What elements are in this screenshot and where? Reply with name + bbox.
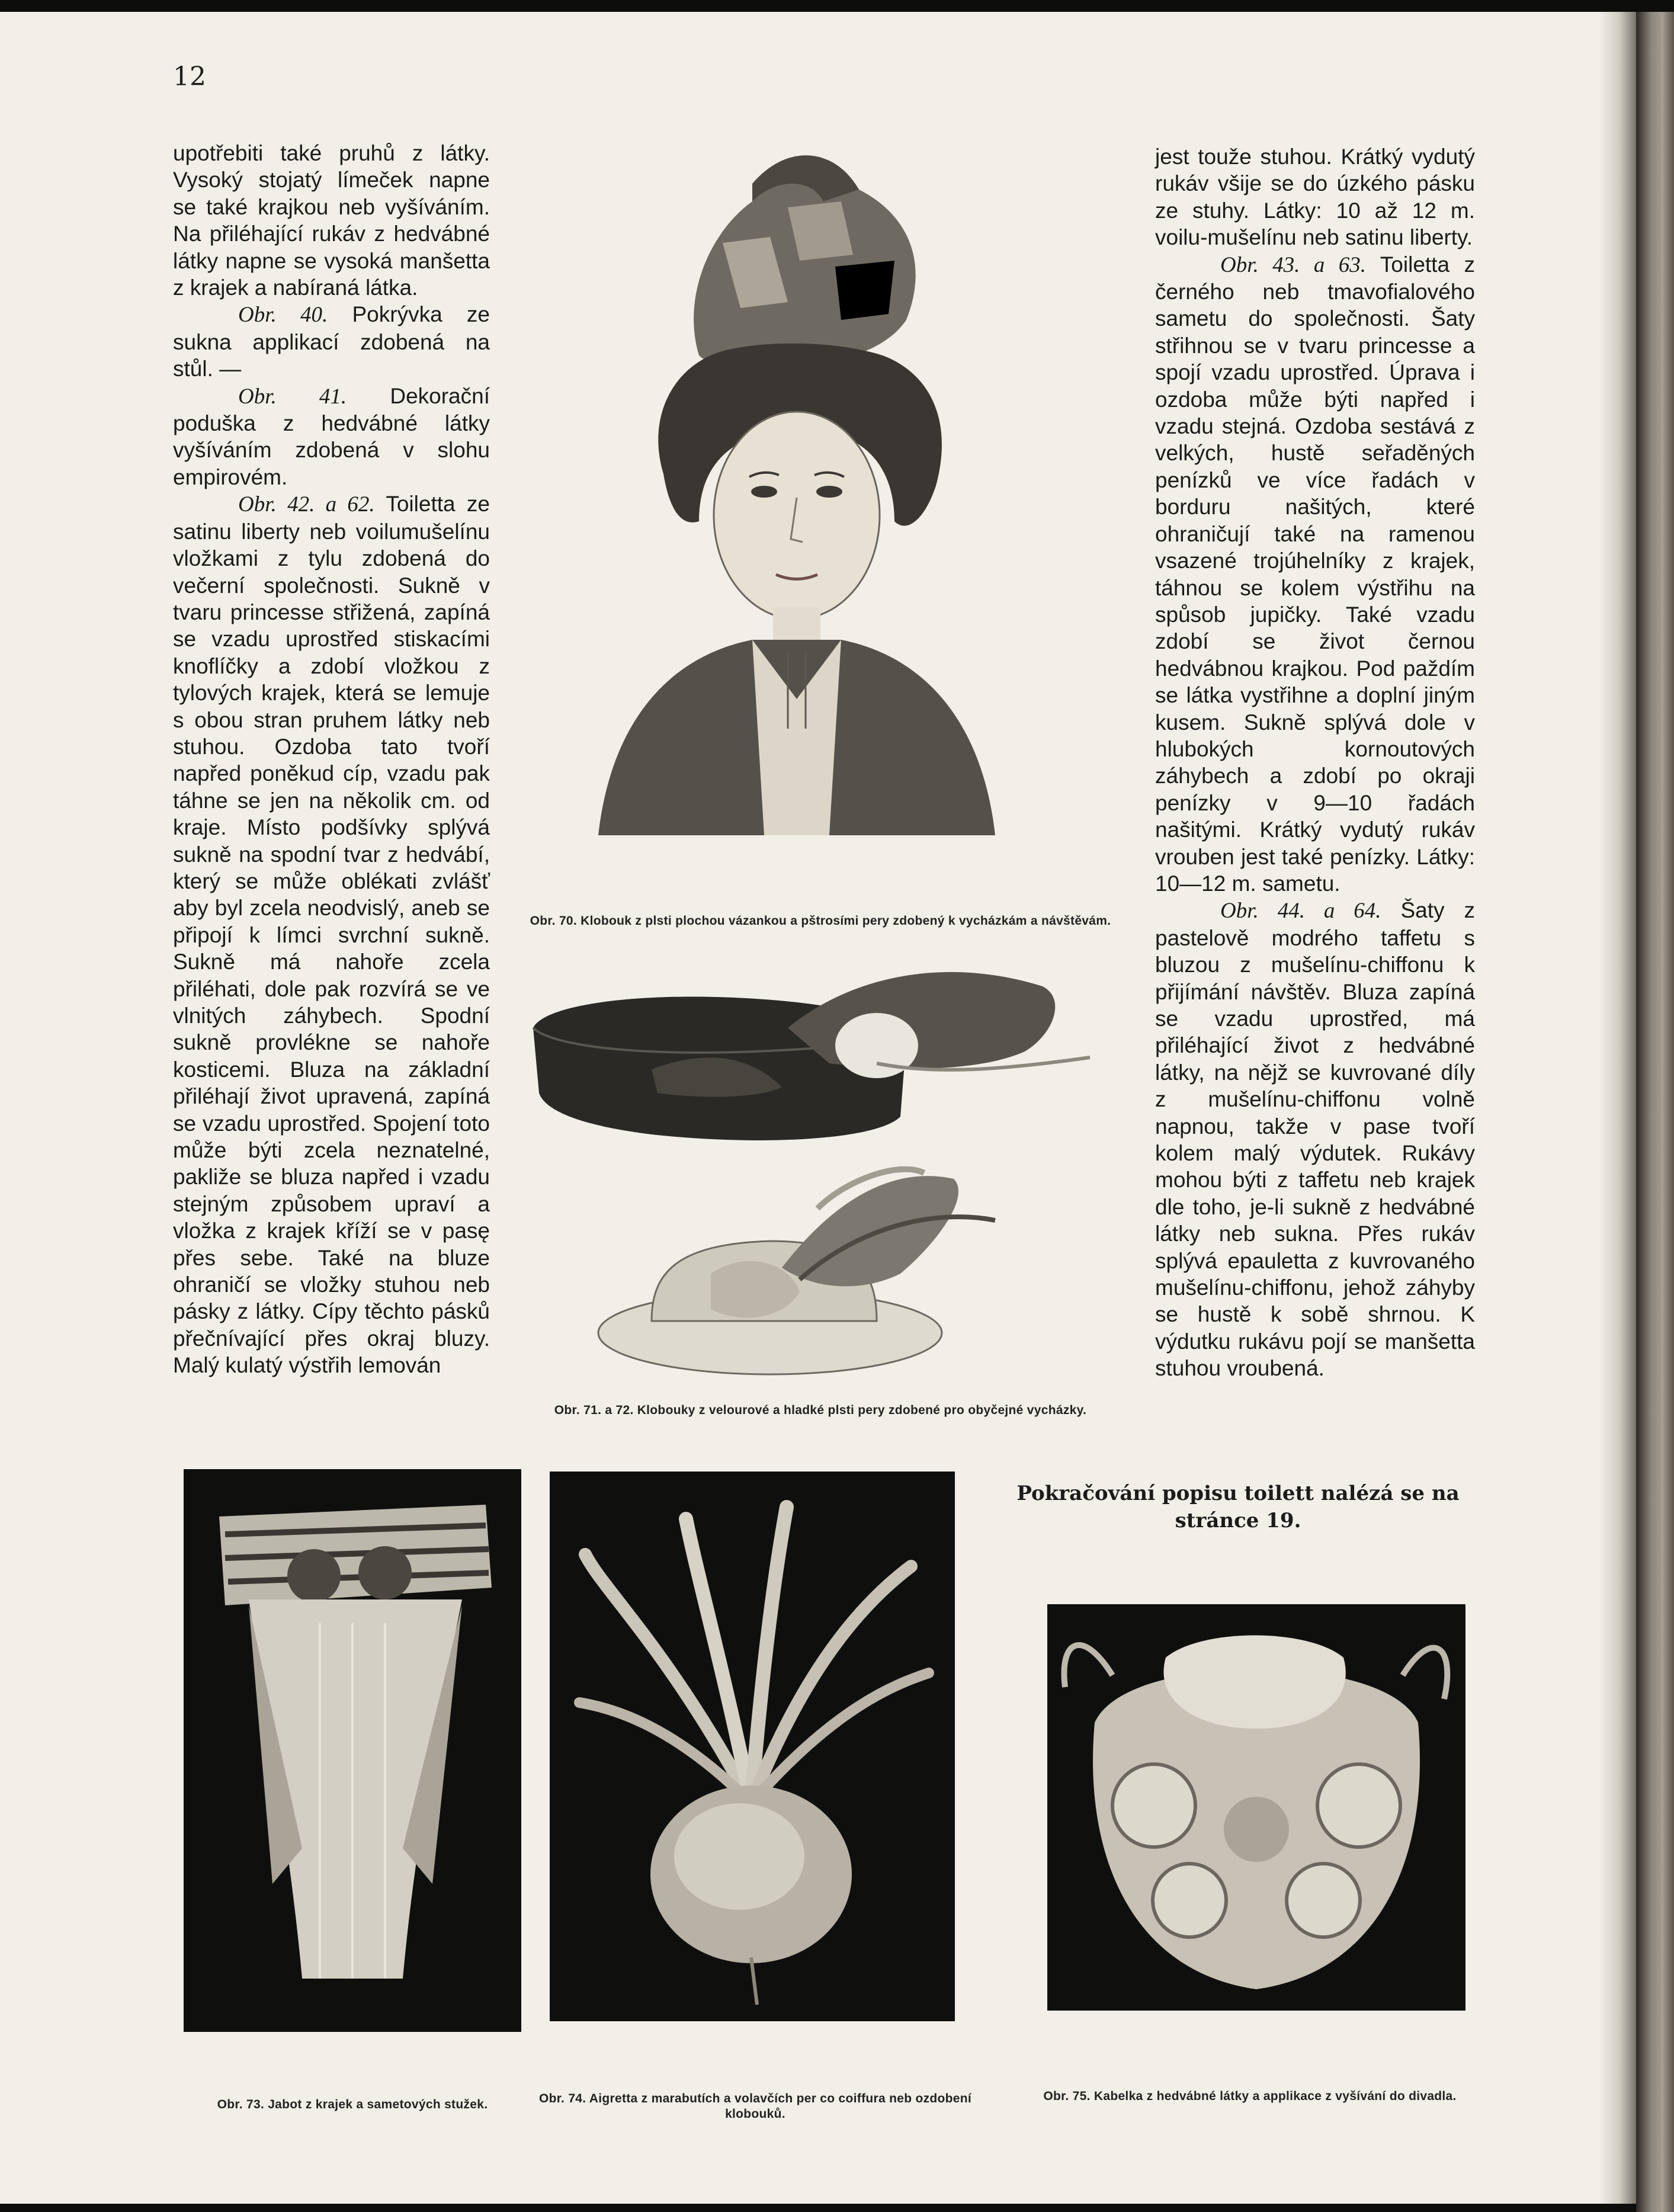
fig70-caption: Obr. 70. Klobouk z plsti plochou vázankou a pštrosími pery zdobený k vycházkám a návštěvám. <box>530 914 1111 928</box>
right-text-column <box>1155 143 1475 1382</box>
paragraph <box>1155 143 1475 251</box>
paragraph-text: Dekorační poduška z hedvábné látky vyšíváním zdobená v slohu empirovém. <box>173 383 490 489</box>
paragraph-text: jest touže stuhou. Krátký vydutý rukáv všije se do úzkého pásku ze stuhy. Látky: 10 až 12 m. voilu-mušelínu neb satinu liberty. <box>1155 145 1475 250</box>
figure-ref: Obr. 40. <box>238 303 328 328</box>
paragraph <box>173 383 490 491</box>
paragraph <box>1155 251 1475 897</box>
paragraph-text: upotřebiti také pruhů z látky. Vysoký stojatý límeček napne se také krajkou neb vyšíváním. Na přiléhající rukáv z hedvábné látky napne se vysoká manšetta z krajek a nabíraná látka. <box>173 141 490 300</box>
paragraph-text: Toiletta ze satinu liberty neb voilumušelínu vložkami z tylu zdobená do večerní společnosti. Sukně v tvaru princesse střižená, zapíná se vzadu uprostřed stiskacími knoflíčky a zdobí vložkou z tylových krajek, která se lemuje s obou stran pruhem látky neb stuhou. Ozdoba tato tvoří napřed poněkud cíp, vzadu pak táhne se jen na několik cm. od kraje. Místo podšívky splývá sukně na spodní tvar z hedvábí, který se může oblékati zvlášť aby byl zcela neodvislý, aneb se připojí k límci svrchní sukně. Sukně má nahoře zcela přiléhati, dole pak rozvírá se ve vlnitých záhybech. Spodní sukně provlékne se nahoře kosticemi. Bluza na základní přiléhají život upravená, zapíná se vzadu uprostřed. Spojení toto může býti zcela neznatelné, pakliže se bluza napřed i vzadu stejným způsobem upraví a vložka z krajek kříží se v pasę přes sebe. Také na bluze ohraničí se vložky stuhou neb pásky z látky. Cípy těchto pásků přečnívající přes okraj bluzy. Malý kulatý výstřih lemován <box>173 492 490 1378</box>
fig73-caption: Obr. 73. Jabot z krajek a sametových stužek. <box>217 2098 488 2111</box>
paragraph <box>173 491 490 1379</box>
fig70-hat-portrait <box>575 107 1013 877</box>
binding-gutter <box>1599 12 1636 2204</box>
continuation-note: Pokračování popisu toilett nalézá se na stránce 19. <box>1016 1482 1460 1533</box>
paragraph-text: Toiletta z černého neb tmavofialového sametu do společnosti. Šaty střihnou se v tvaru princesse a spojí vzadu uprostřed. Úprava i ozdoba může býti napřed i vzadu stejná. Ozdoba sestává z velkých, hustě seřaděných penízků ve více řadách v borduru našitých, které ohraničují také na ramenou vsazené trojúhelníky z krajek, táhnou se kolem výstřihu na spůsob jupičky. Také vzadu zdobí se život černou hedvábnou krajkou. Pod paždím se látka vystřihne a doplní jiným kusem. Sukně splývá dole v hlubokých kornoutových záhybech a zdobí po okraji penízky v 9—10 řadách našitými. Krátký vydutý rukáv vrouben jest také penízky. Látky: 10—12 m. sametu. <box>1155 252 1475 896</box>
fig72-felt-hat <box>592 1155 1019 1392</box>
paragraph <box>173 140 490 301</box>
fig73-lace-jabot <box>184 1469 521 2032</box>
fig74-aigrette <box>550 1472 955 2021</box>
magazine-page <box>0 12 1636 2204</box>
paragraph-text: Šaty z pastelově modrého taffetu s bluzou z mušelínu-chiffonu k přijímání návštěv. Bluza zapíná se vzadu uprostřed, má přiléhající život z hedvábné látky, na nějž se kuvrované díly z mušelínu-chiffonu volně napnou, takže v pase tvoří kolem malý výdutek. Rukávy mohou býti z taffetu neb krajek dle toho, je-li sukně z hedvábné látky neb sukna. Přes rukáv splývá epauletta z kuvrovaného mušelínu-chiffonu, jehož záhyby se hustě k sobě shrnou. K výdutku rukávu pojí se manšetta stuhou vroubená. <box>1155 898 1475 1381</box>
fig75-handbag <box>1047 1604 1465 2011</box>
fig74-caption: Obr. 74. Aigretta z marabutích a volavčích per co coiffura neb ozdobení klobouků. <box>538 2092 972 2121</box>
paragraph-text: Pokrývka ze sukna applikací zdobená na stůl. — <box>173 302 490 382</box>
paragraph <box>173 301 490 382</box>
paragraph <box>1155 897 1475 1381</box>
figure-ref: Obr. 42. a 62. <box>238 492 375 517</box>
facing-page-edge <box>1636 12 1674 2212</box>
fig71-72-caption: Obr. 71. a 72. Klobouky z velourové a hladké plsti pery zdobené pro obyčejné vycházky. <box>554 1403 1087 1417</box>
left-text-column <box>173 140 490 1379</box>
fig71-velour-hat <box>521 951 1114 1152</box>
figure-ref: Obr. 41. <box>238 384 347 409</box>
fig75-caption: Obr. 75. Kabelka z hedvábné látky a applikace z vyšívání do divadla. <box>1043 2089 1457 2103</box>
page-number: 12 <box>173 62 206 92</box>
figure-ref: Obr. 43. a 63. <box>1220 252 1367 277</box>
figure-ref: Obr. 44. a 64. <box>1220 899 1381 924</box>
